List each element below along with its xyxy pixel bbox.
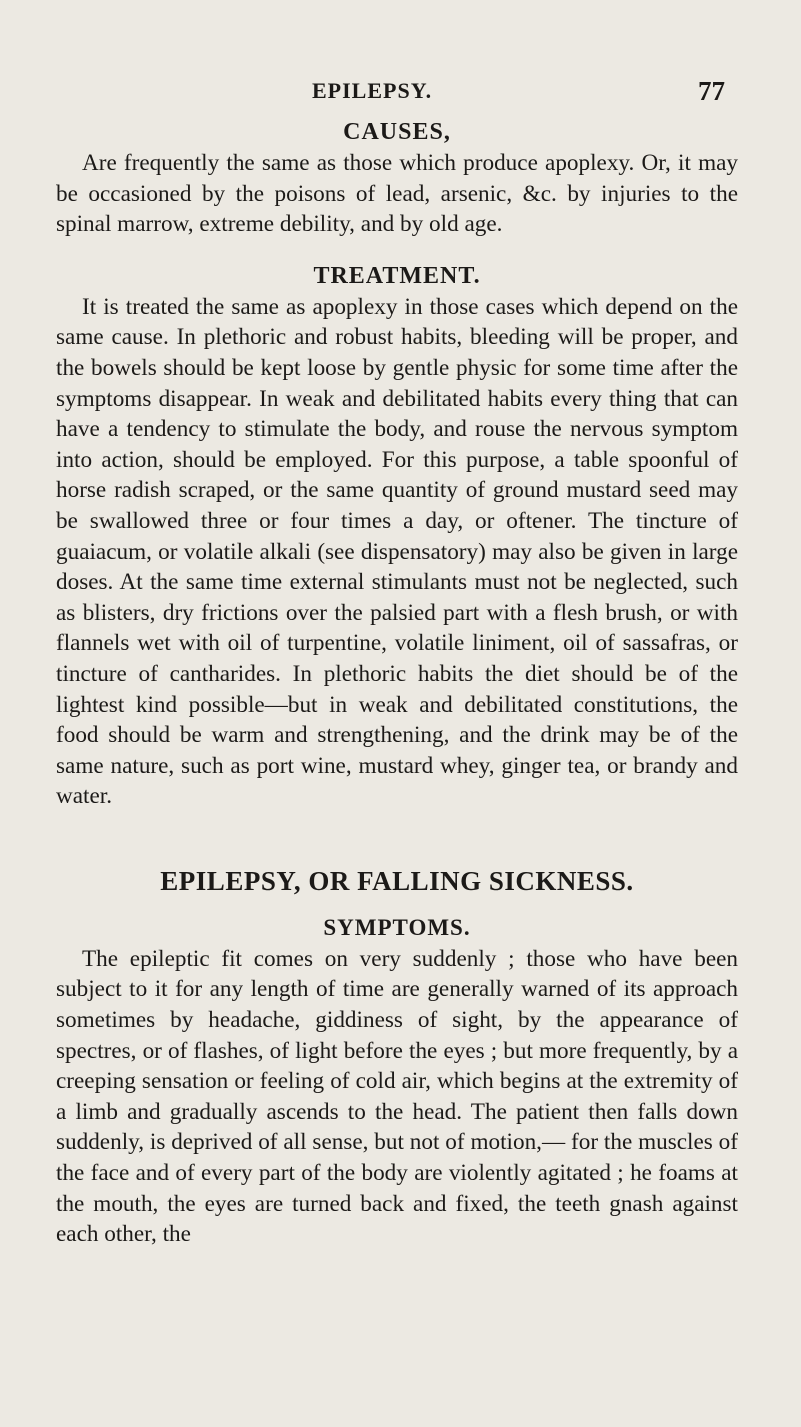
page-number: 77 [698,76,725,106]
running-title: EPILEPSY. [312,78,433,103]
symptoms-paragraph: The epileptic fit comes on very suddenly ; those who have been subject to it for any length of time are generally warned of its approach sometimes by headache, giddiness of sight, by the appearance of spectres, or of flashes, of light before the eyes ; but more frequently, by a creeping sensation or feeling of cold air, which begins at the extremity of a limb and gradually ascends to the head. The patient then falls down suddenly, is deprived of all sense, but not of motion,— for the muscles of the face and of every part of the body are violently agitated ; he foams at the mouth, the eyes are turned back and fixed, the teeth gnash against each other, the [56,945,738,1248]
causes-heading: CAUSES, [343,119,451,145]
symptoms-heading: SYMPTOMS. [323,914,471,940]
epilepsy-heading: EPILEPSY, OR FALLING SICKNESS. [160,865,634,896]
treatment-heading: TREATMENT. [313,262,481,289]
treatment-paragraph: It is treated the same as apoplexy in those cases which depend on the same cause. In plethoric and robust habits, bleeding will be proper, and the bowels should be kept loose by gentle physic for some time after the symptoms disappear. In weak and debilitated habits every thing that can have a tendency to stimulate the body, and rouse the nervous symptom into action, should be employed. For this purpose, a table spoonful of horse radish scraped, or the same quantity of ground mustard seed may be swallowed three or four times a day, or oftener. The tincture of guaiacum, or volatile alkali (see dispensatory) may also be given in large doses. At the same time external stimulants must not be neglected, such as blisters, dry frictions over the palsied part with a flesh brush, or with flannels wet with oil of turpentine, volatile liniment, oil of sassafras, or tincture of cantharides. In plethoric habits the diet should be of the lightest kind possible—but in weak and debilitated constitutions, the food should be warm and strengthening, and the drink may be of the same nature, such as port wine, mustard whey, ginger tea, or brandy and water. [56,293,738,810]
running-head [0,76,801,106]
body-text [56,116,738,1250]
causes-paragraph: Are frequently the same as those which produce apoplexy. Or, it may be occasioned by the poisons of lead, arsenic, &c. by injuries to the spinal marrow, extreme debility, and by old age. [56,150,738,238]
